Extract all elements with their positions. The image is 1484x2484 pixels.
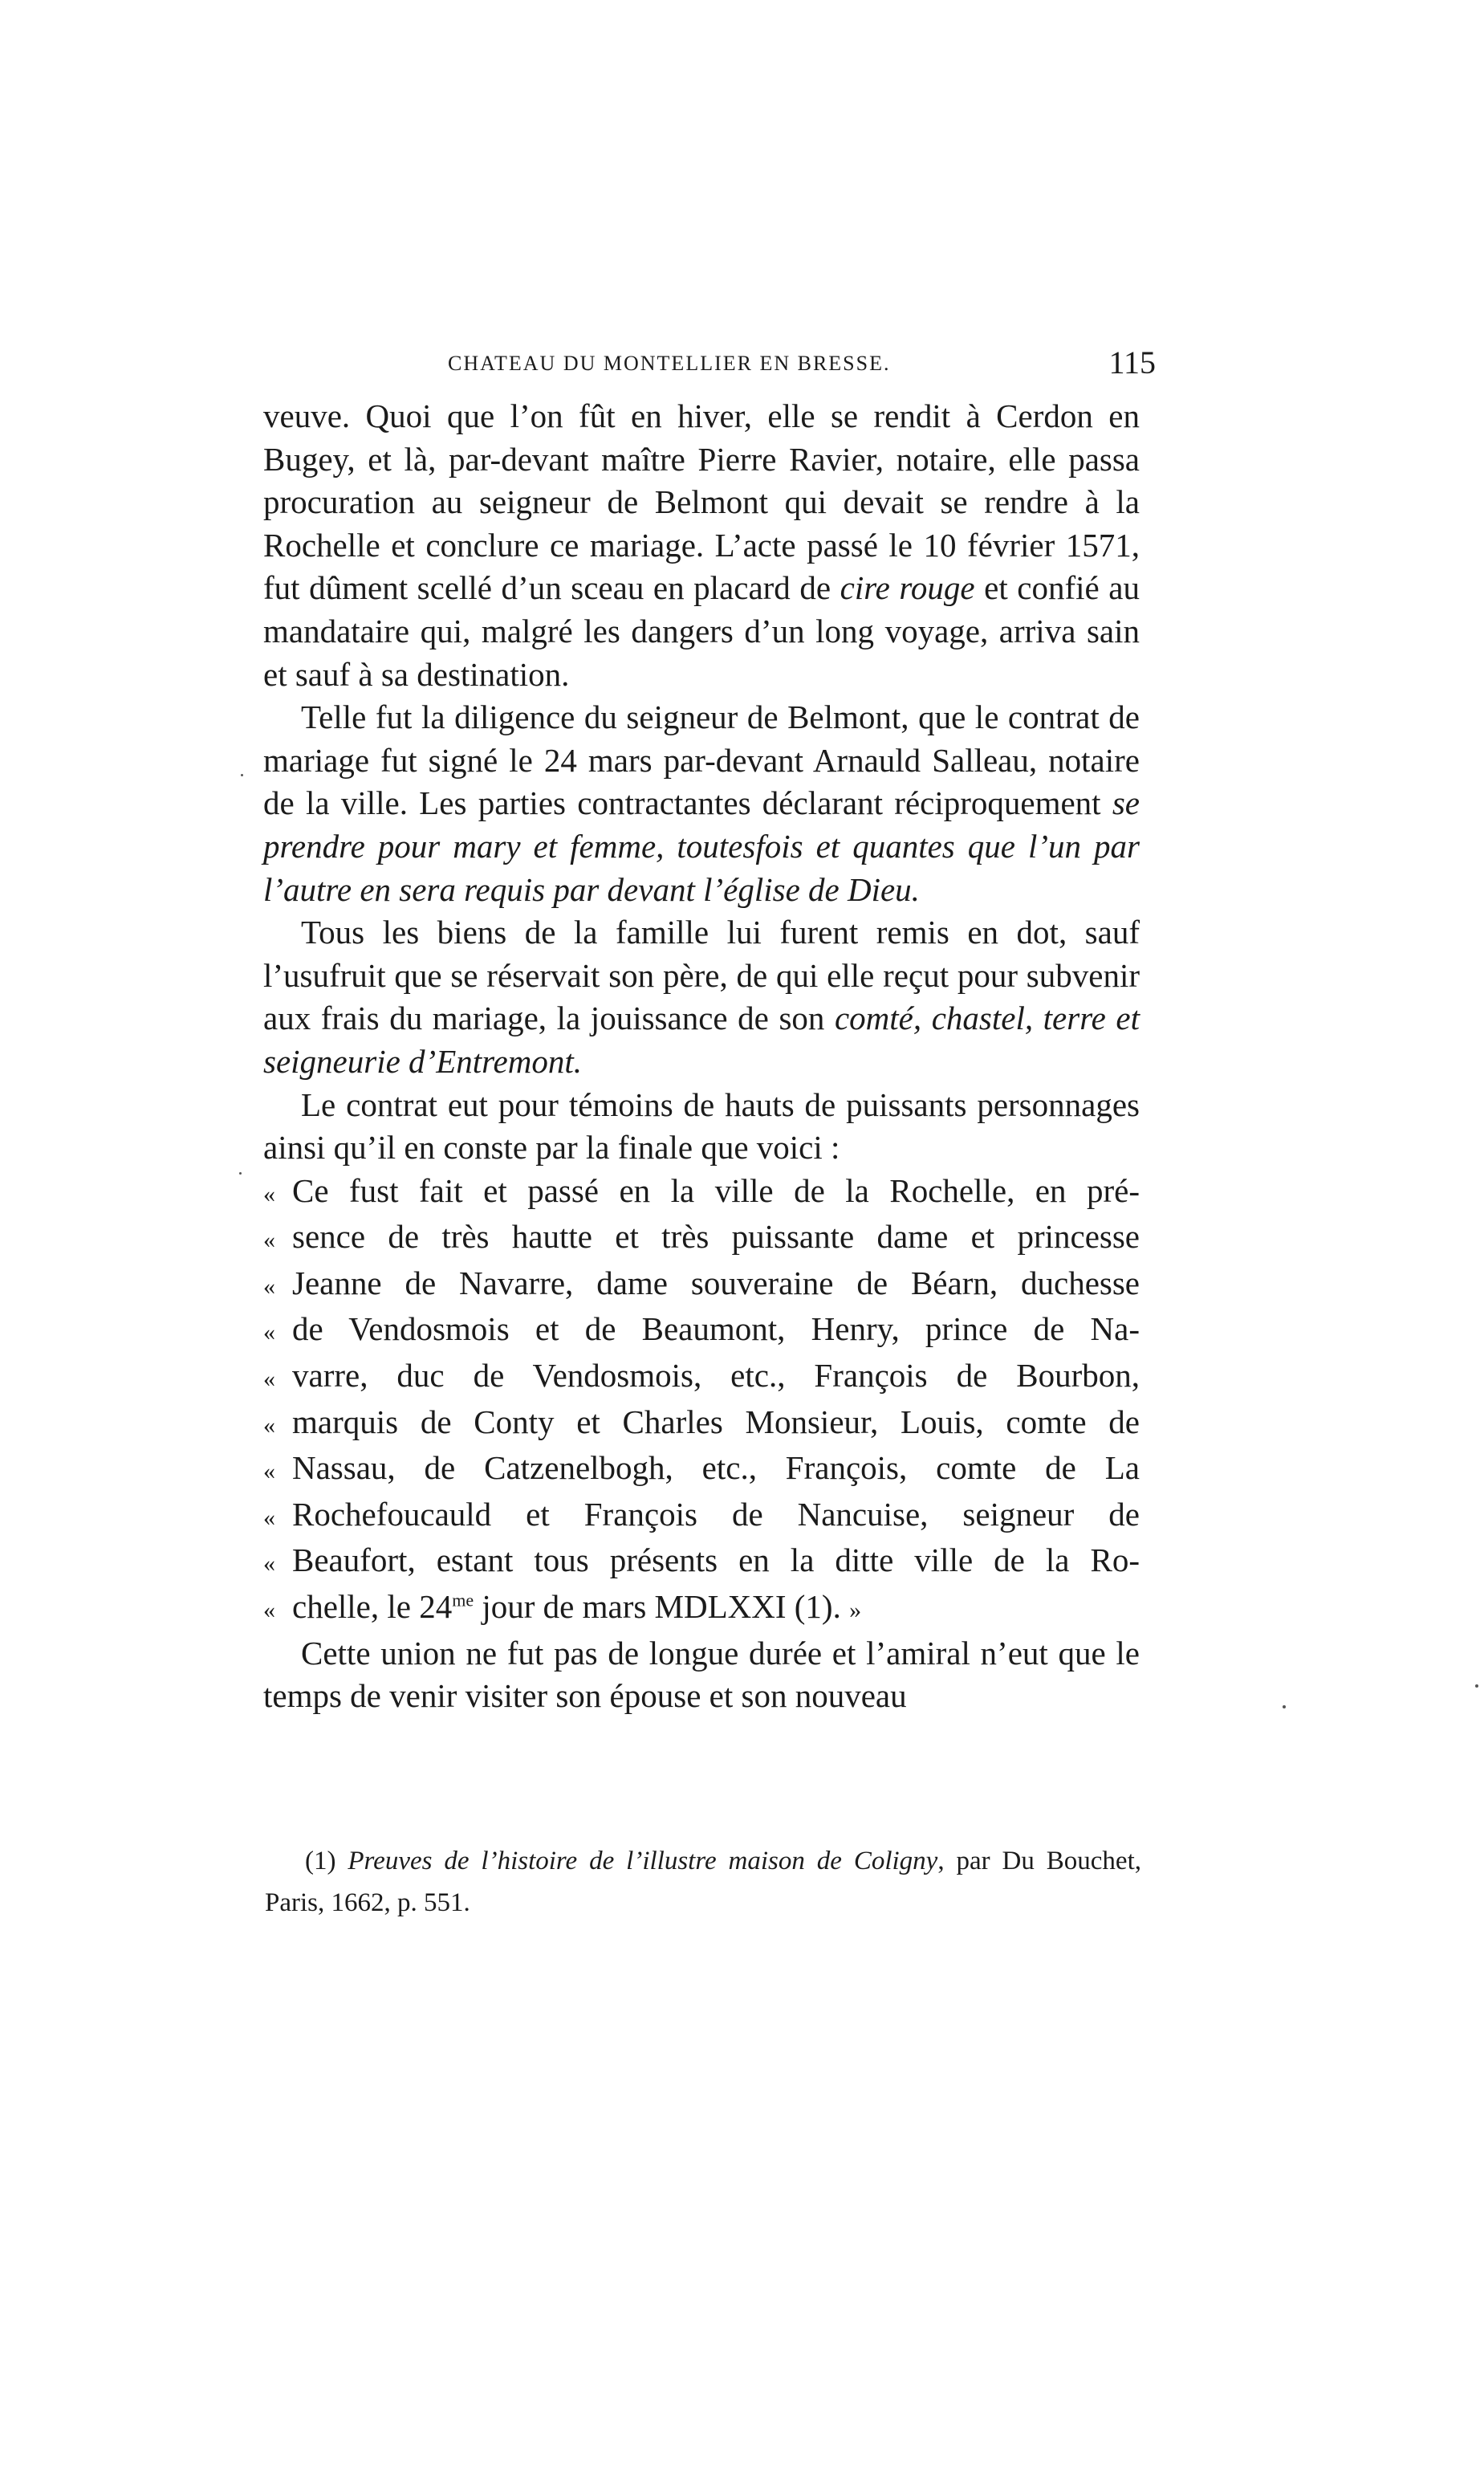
paragraph-3-text: Tous les biens de la famille lui furent remis en dot, sauf l’usufruit que se réservait son père, de qui elle reçut pour subvenir aux frais du mariage, la jouissance de son	[263, 914, 1140, 1037]
quote-line	[263, 1308, 1140, 1354]
running-title: CHATEAU DU MONTELLIER EN BRESSE.	[448, 352, 891, 375]
footnote	[265, 1840, 1141, 1924]
quote-line	[263, 1354, 1140, 1401]
paragraph-4-text: Le contrat eut pour témoins de hauts de puissants personnages ainsi qu’il en conste par la finale que voici :	[263, 1085, 1140, 1167]
quote-line-last	[263, 1586, 1140, 1632]
quote-line-text: marquis de Conty et Charles Monsieur, Louis, comte de	[292, 1403, 1140, 1440]
quote-mark: «	[263, 1366, 275, 1393]
paragraph-5	[263, 1632, 1140, 1718]
paragraph-3-italic: comté, chastel, terre et seigneurie d’Entremont.	[263, 1000, 1140, 1080]
quote-mark: «	[263, 1273, 275, 1300]
quote-line	[263, 1539, 1140, 1586]
quote-line	[263, 1493, 1140, 1540]
paper-speck	[239, 1172, 242, 1175]
quote-last-text-b: jour de mars MDLXXI (1).	[474, 1588, 841, 1626]
quote-line	[263, 1447, 1140, 1493]
paper-speck	[1283, 1705, 1286, 1708]
paragraph-1-italic: cire rouge	[840, 569, 975, 607]
ordinal-superscript: me	[452, 1590, 474, 1611]
page-header	[265, 344, 1156, 392]
quote-line-text: Jeanne de Navarre, dame souveraine de Béarn, duchesse	[292, 1264, 1140, 1301]
paragraph-3	[263, 911, 1140, 1083]
quote-mark: «	[263, 1458, 275, 1485]
quote-line	[263, 1216, 1140, 1262]
quote-mark: «	[263, 1504, 275, 1531]
quotation-block	[263, 1170, 1140, 1632]
paragraph-1-text-b: et confié au mandataire qui, malgré les dangers d’un long voyage, arriva sain et sauf à sa destination.	[263, 569, 1140, 693]
quote-last-text-a: chelle, le 24	[292, 1588, 453, 1626]
quote-mark: «	[263, 1227, 275, 1254]
footnote-text	[265, 1840, 1141, 1924]
quote-line-text: sence de très hautte et très puissante dame et princesse	[292, 1218, 1140, 1256]
footnote-title: Preuves de l’histoire de l’illustre maison de Coligny	[348, 1847, 938, 1875]
quote-mark: «	[263, 1180, 275, 1207]
paragraph-4	[263, 1084, 1140, 1170]
quote-line	[263, 1401, 1140, 1448]
quote-mark: «	[263, 1319, 275, 1346]
paragraph-2	[263, 696, 1140, 911]
page-number: 115	[1108, 344, 1156, 381]
quote-line-text: Rochefoucauld et François de Nancuise, seigneur de	[292, 1495, 1140, 1533]
footnote-marker: (1)	[305, 1847, 348, 1875]
paragraph-2-italic: se prendre pour mary et femme, toutesfois et quantes que l’un par l’autre en sera requis par devant l’église de Dieu.	[263, 784, 1140, 908]
paragraph-1	[263, 395, 1140, 696]
quote-line	[263, 1262, 1140, 1309]
footnote-citation: , par Du Bouchet, Paris, 1662, p. 551.	[265, 1847, 1141, 1917]
quote-line-text: Nassau, de Catzenelbogh, etc., François, comte de La	[292, 1449, 1140, 1487]
quote-line-text: de Vendosmois et de Beaumont, Henry, prince de Na-	[292, 1310, 1140, 1348]
quote-line-text: Ce fust fait et passé en la ville de la Rochelle, en pré-	[292, 1171, 1140, 1209]
paragraph-5-text: Cette union ne fut pas de longue durée et l’amiral n’eut que le temps de venir visiter son épouse et son nouveau	[263, 1634, 1140, 1715]
quote-line	[263, 1170, 1140, 1216]
quote-line-text: Beaufort, estant tous présents en la ditte ville de la Ro-	[292, 1541, 1140, 1579]
quote-mark: «	[263, 1597, 275, 1624]
paragraph-2-text: Telle fut la diligence du seigneur de Belmont, que le contrat de mariage fut signé le 24 mars par-devant Arnauld Salleau, notaire de la ville. Les parties contractantes déclarant réciproquement	[263, 698, 1140, 822]
quote-mark: «	[263, 1411, 275, 1439]
quote-close-mark: »	[849, 1597, 862, 1624]
body-text	[263, 395, 1140, 1718]
quote-mark: «	[263, 1550, 275, 1578]
quote-line-text: varre, duc de Vendosmois, etc., François de Bourbon,	[292, 1357, 1140, 1395]
paper-speck	[1475, 1684, 1478, 1688]
paragraph-1-text-a: veuve. Quoi que l’on fût en hiver, elle se rendit à Cerdon en Bugey, et là, par-devant maître Pierre Ravier, notaire, elle passa procuration au seigneur de Belmont qui devait se rendre à la Rochelle et conclure ce mariage. L’acte passé le 10 février 1571, fut dûment scellé d’un sceau en placard de	[263, 397, 1140, 607]
paper-speck	[241, 774, 243, 776]
